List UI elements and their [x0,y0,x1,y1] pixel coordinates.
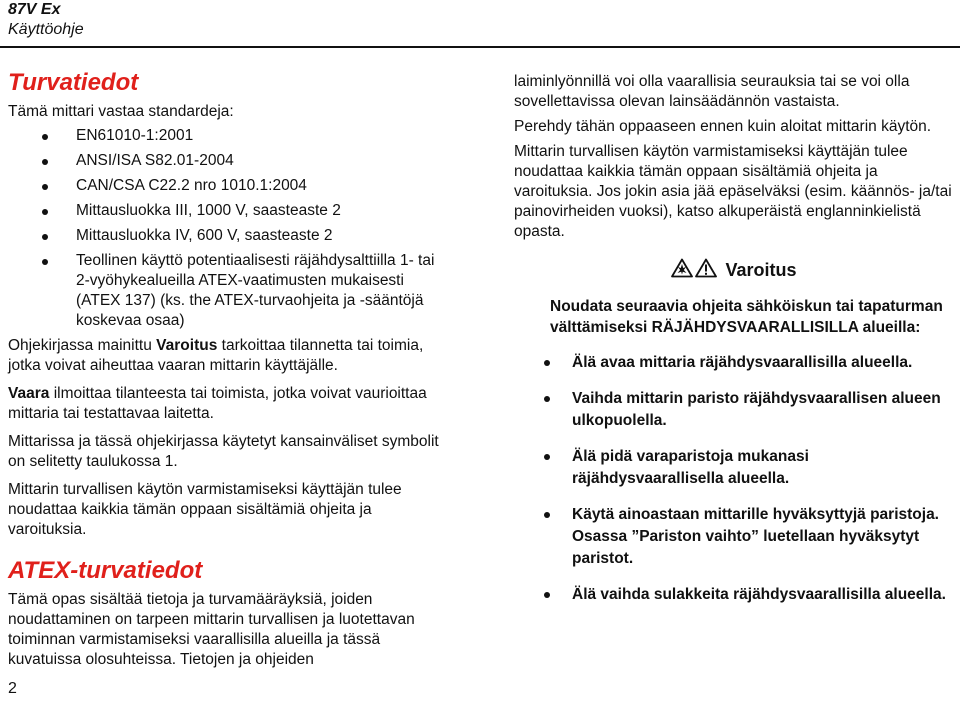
list-item: Mittausluokka III, 1000 V, saasteaste 2 [8,201,448,221]
warning-icon [695,258,717,282]
standards-list [8,126,448,331]
page-number: 2 [8,680,17,697]
list-item: Mittausluokka IV, 600 V, saasteaste 2 [8,226,448,246]
product-name: 87V Ex [8,1,61,18]
left-column [8,70,448,678]
safety-instructions-paragraph: Mittarin turvallisen käytön varmistamiseksi käyttäjän tulee noudattaa kaikkia tämän oppaan sisältämiä ohjeita ja varoituksia. [8,481,402,538]
list-item: Älä vaihda sulakkeita räjähdysvaarallisilla alueella. [514,584,954,606]
section-title-atex: ATEX-turvatiedot [8,557,203,584]
read-manual-paragraph: Perehdy tähän oppaaseen ennen kuin aloitat mittarin käytön. [514,118,932,135]
text-run: Ohjekirjassa mainittu [8,337,157,354]
warning-heading [514,258,954,282]
text-run: tarkoittaa tilannetta tai toimia, jotka voivat aiheuttaa vaaran mittarin käyttäjälle. [8,337,424,374]
list-item: ANSI/ISA S82.01-2004 [8,151,448,171]
bold-term-vaara: Vaara [8,385,50,402]
warning-title: Varoitus [725,260,797,280]
symbols-paragraph: Mittarissa ja tässä ohjekirjassa käytetyt kansainväliset symbolit on selitetty taulukossa 1. [8,433,439,470]
text-run: ilmoittaa tilanteesta tai toimista, jotka voivat vaurioittaa mittaria tai testattavaa laitetta. [8,385,427,422]
warning-definition [8,336,448,376]
warning-icons [671,258,717,282]
warning-intro: Noudata seuraavia ohjeita sähköiskun tai tapaturman välttämiseksi RÄJÄHDYSVAARALLISILLA alueilla: [550,298,943,336]
document-title: Käyttöohje [8,21,84,38]
list-item: Teollinen käyttö potentiaalisesti räjähdysalttiilla 1- tai 2-vyöhykealueilla ATEX-vaatimusten mukaisesti (ATEX 137) (ks. the ATEX-turvaohjeita ja -sääntöjä koskevaa osaa) [8,251,448,331]
translation-note-paragraph: Mittarin turvallisen käytön varmistamiseksi käyttäjän tulee noudattaa kaikkia tämän oppaan sisältämiä ohjeita ja varoituksia. Jos jokin asia jää epäselväksi (esim. käännös- ja/tai painovirheiden vuoksi), katso alkuperäistä englanninkielistä opasta. [514,143,952,240]
standards-intro: Tämä mittari vastaa standardeja: [8,103,234,120]
page-header [8,0,84,40]
header-rule [0,46,960,48]
continued-paragraph: laiminlyönnillä voi olla vaarallisia seurauksia tai se voi olla sovellettavissa olevan lainsäädännön vastaista. [514,73,910,110]
right-column [514,72,954,620]
caution-definition [8,384,448,424]
explosion-warning-icon [671,258,693,282]
warning-list [514,352,954,606]
list-item: EN61010-1:2001 [8,126,448,146]
list-item: Käytä ainoastaan mittarille hyväksyttyjä paristoja. Osassa ”Pariston vaihto” luetellaan hyväksytyt paristot. [514,504,954,570]
section-title-turvatiedot: Turvatiedot [8,69,139,96]
list-item: Älä avaa mittaria räjähdysvaarallisilla alueella. [514,352,954,374]
list-item: Vaihda mittarin paristo räjähdysvaarallisen alueen ulkopuolella. [514,388,954,432]
list-item: CAN/CSA C22.2 nro 1010.1:2004 [8,176,448,196]
atex-paragraph: Tämä opas sisältää tietoja ja turvamääräyksiä, joiden noudattaminen on tarpeen mittarin turvallisen ja luotettavan toiminnan varmistamiseksi vaarallisilla alueilla ja tässä kuvatuissa olosuhteissa. Tietojen ja ohjeiden [8,591,415,668]
list-item: Älä pidä varaparistoja mukanasi räjähdysvaarallisella alueella. [514,446,954,490]
bold-term-varoitus: Varoitus [156,337,218,354]
